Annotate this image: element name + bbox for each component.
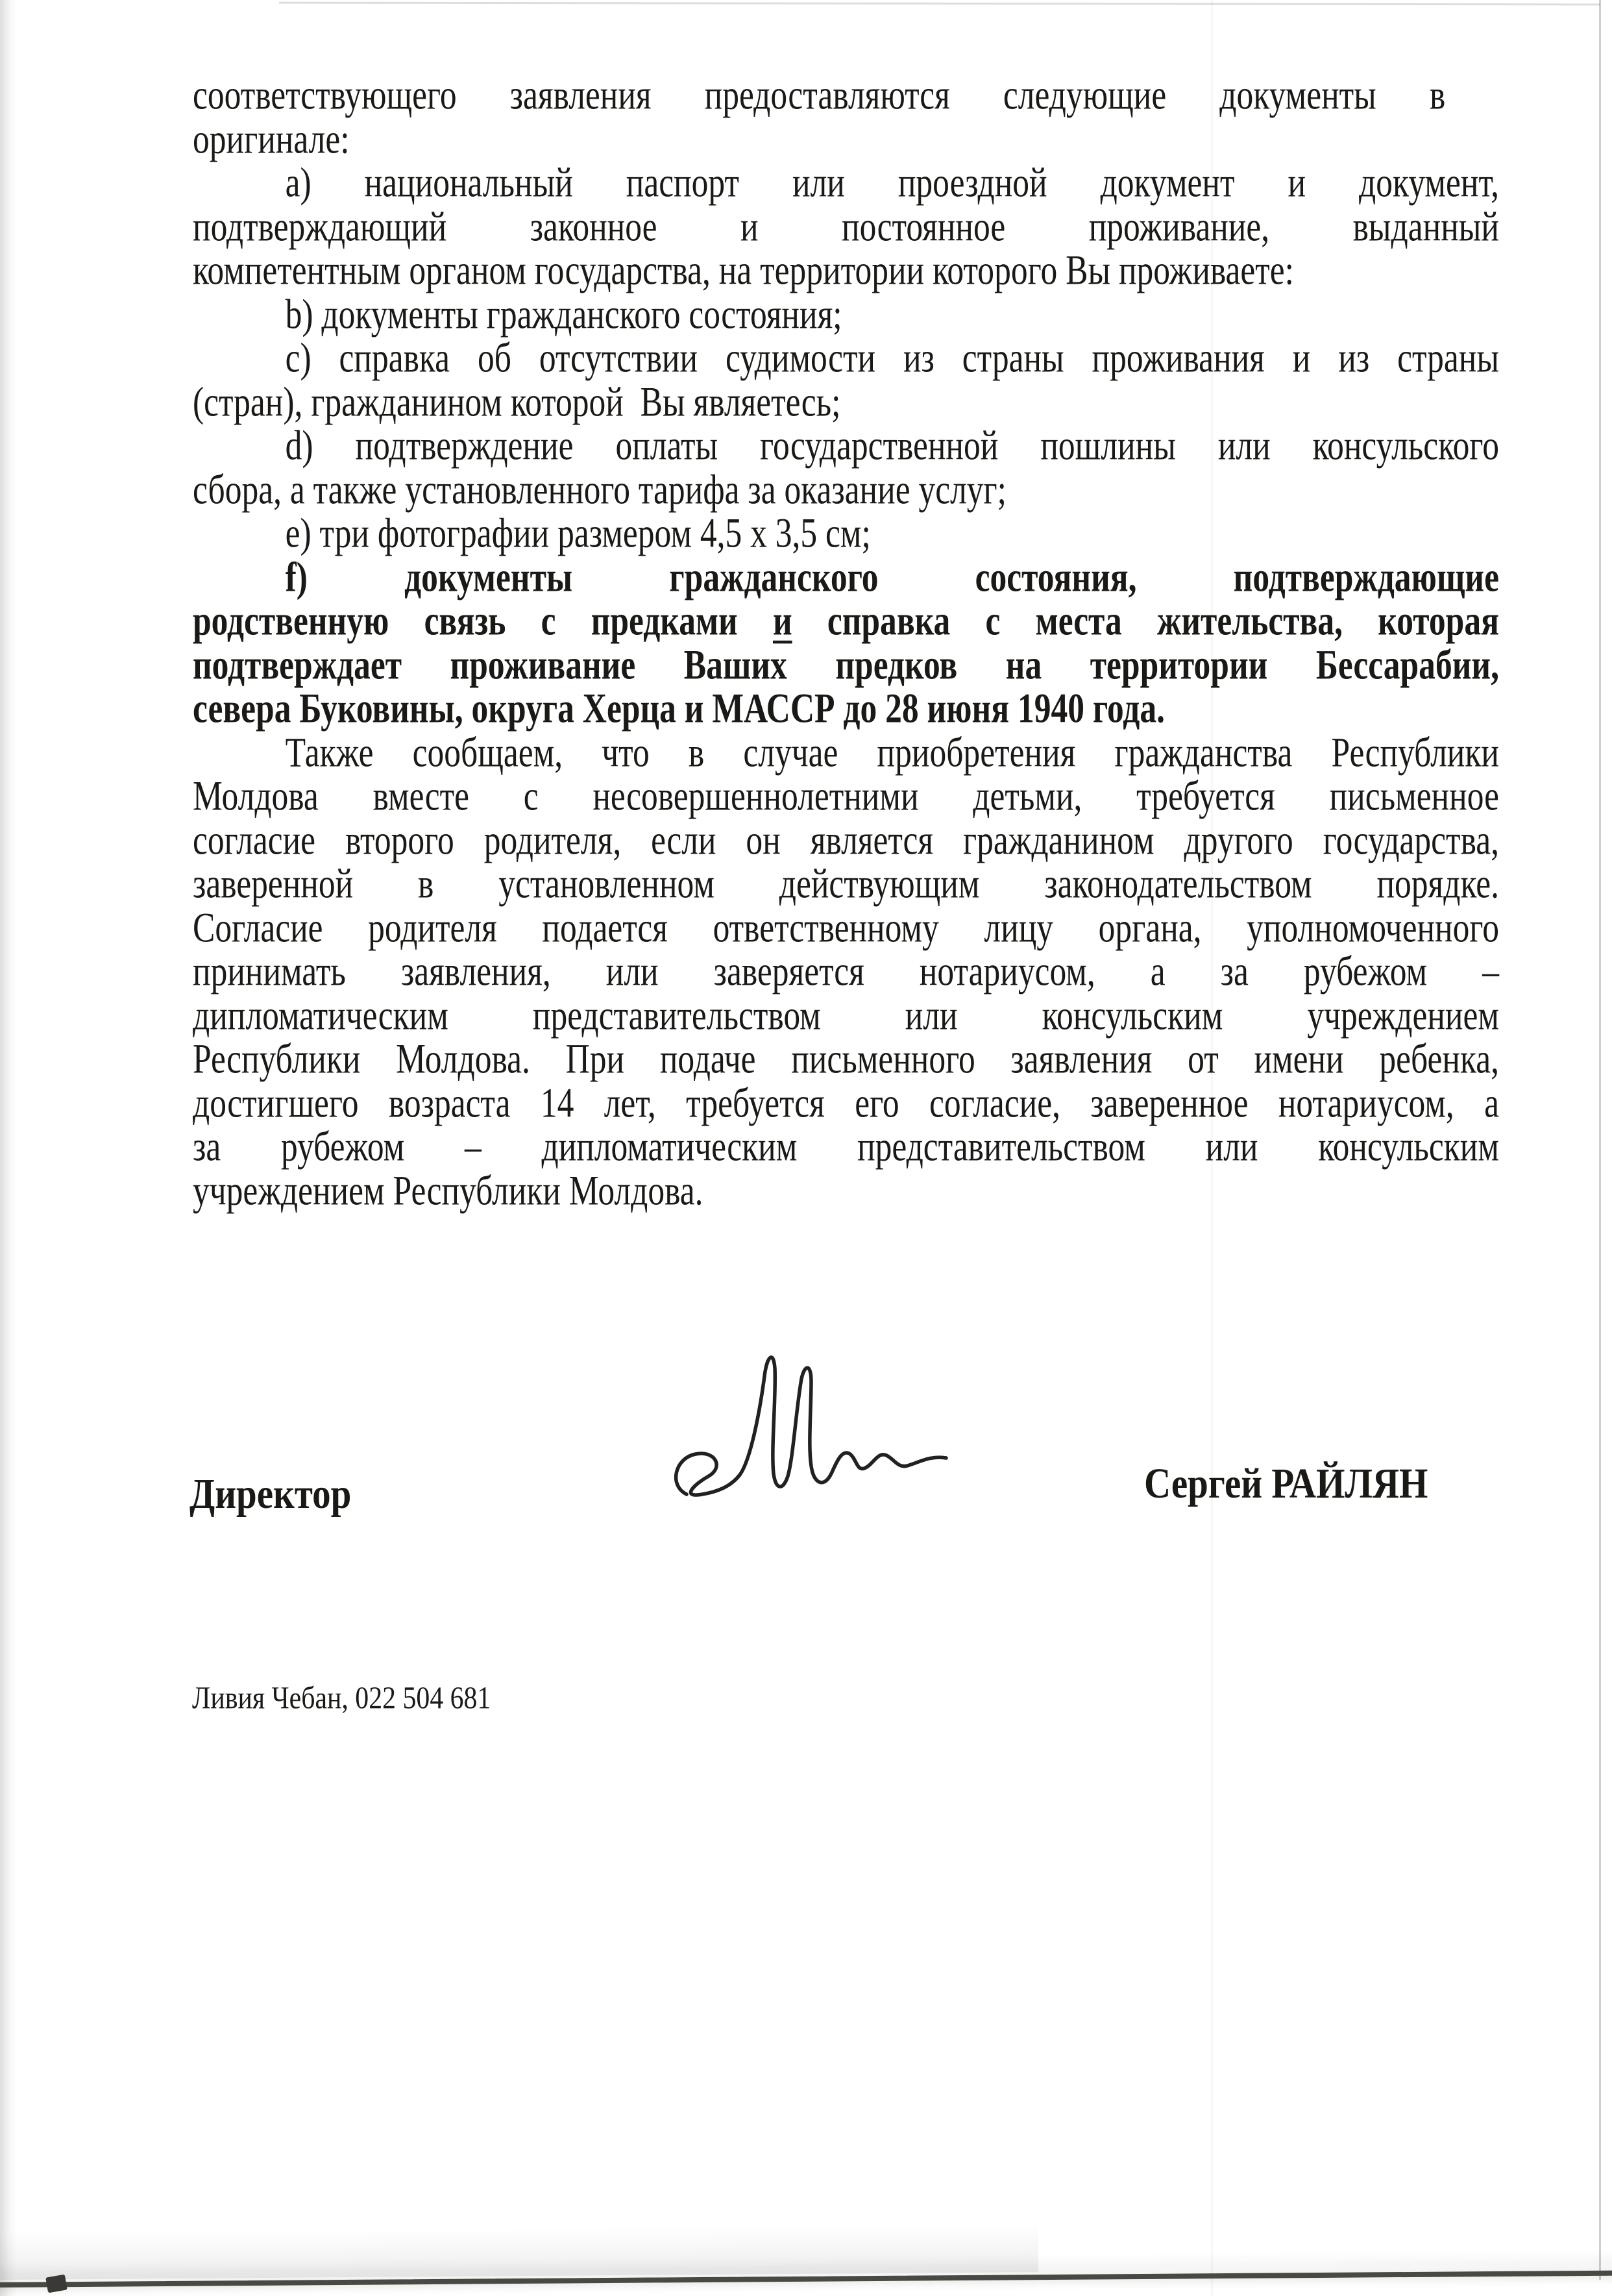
doc-line: d) подтверждение оплаты государственной пошлины или консульского [285, 423, 1499, 469]
signatory-title: Директор [189, 1470, 352, 1518]
doc-line: Молдова вместе с несовершеннолетними детьми, требуется письменное [193, 773, 1499, 820]
doc-line: севера Буковины, округа Херца и МАССР до 28 июня 1940 года. [193, 685, 1166, 732]
doc-line: учреждением Республики Молдова. [193, 1167, 703, 1215]
paper-corner-mark [45, 2275, 67, 2293]
doc-line: принимать заявления, или заверяется нотариусом, а за рубежом – [193, 948, 1499, 995]
doc-line: (стран), гражданином которой Вы являетесь; [193, 378, 841, 426]
handwritten-signature-icon [662, 1339, 967, 1504]
doc-line: за рубежом – дипломатическим представительством или консульским [193, 1124, 1499, 1170]
text-run: справка с места жительства, которая [792, 598, 1499, 645]
signatory-name: Сергей РАЙЛЯН [1144, 1459, 1428, 1507]
doc-line: заверенной в установленном действующим законодательством порядке. [193, 861, 1499, 907]
doc-line: e) три фотографии размером 4,5 х 3,5 см; [285, 510, 871, 557]
text-run: родственную связь с предками [193, 598, 773, 645]
doc-line [193, 597, 1499, 647]
underlined-word: и [772, 598, 792, 645]
paper-top-edge [279, 2, 1600, 6]
doc-line: подтверждающий законное и постоянное проживание, выданный [193, 203, 1499, 251]
doc-line: Республики Молдова. При подаче письменного заявления от имени ребенка, [193, 1036, 1499, 1083]
scan-left-edge-shadow [0, 0, 17, 2296]
doc-line: f) документы гражданского состояния, подтверждающие [285, 554, 1499, 601]
doc-line: достигшего возраста 14 лет, требуется его согласие, заверенное нотариусом, а [193, 1080, 1499, 1127]
paper-bottom-shadow [0, 2224, 1038, 2280]
doc-line: a) национальный паспорт или проездной документ и документ, [285, 160, 1499, 206]
doc-line: b) документы гражданского состояния; [285, 291, 842, 338]
body-text [193, 74, 1612, 1213]
doc-line: дипломатическим представительством или консульским учреждением [193, 992, 1499, 1039]
doc-line: соответствующего заявления предоставляются следующие документы в [193, 72, 1446, 119]
doc-line: Также сообщаем, что в случае приобретения гражданства Республики [285, 729, 1499, 776]
doc-line: сбора, а также установленного тарифа за оказание услуг; [193, 466, 1007, 513]
doc-line: подтверждает проживание Ваших предков на территории Бессарабии, [193, 641, 1499, 689]
doc-line: c) справка об отсутствии судимости из страны проживания и из страны [285, 335, 1499, 382]
doc-line: оригинале: [193, 116, 350, 163]
doc-line: Согласие родителя подается ответственному лицу органа, уполномоченного [193, 904, 1499, 952]
footer-contact: Ливия Чебан, 022 504 681 [192, 1680, 491, 1716]
doc-line: компетентным органом государства, на территории которого Вы проживаете: [193, 247, 1294, 294]
doc-line: согласие второго родителя, если он является гражданином другого государства, [193, 817, 1499, 864]
